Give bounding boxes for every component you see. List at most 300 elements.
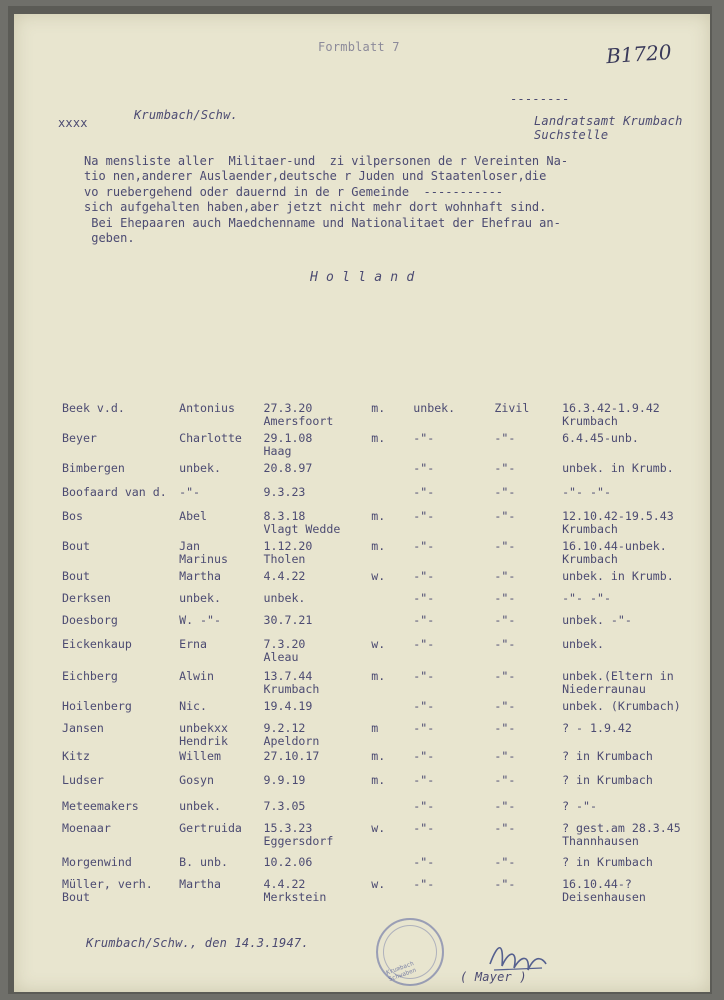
birth-text: Aleau: [263, 650, 299, 664]
nationality-cell: [413, 800, 494, 822]
surname-text: Bout: [62, 890, 90, 904]
surname-text: Bout: [62, 569, 90, 583]
birth-text: 4.4.22: [263, 877, 306, 891]
status-text: -"-: [494, 699, 516, 713]
given-name-cell: [179, 800, 263, 822]
nationality-text: -"-: [413, 637, 435, 651]
given-name-text: Martha: [179, 877, 221, 891]
sex-text: w.: [371, 569, 386, 583]
surname-text: Jansen: [62, 721, 104, 735]
surname-cell: [62, 592, 179, 614]
nationality-cell: [413, 570, 494, 592]
surname-text: Bout: [62, 539, 90, 553]
status-text: -"-: [494, 613, 516, 627]
remark-text: ? in Krumbach: [562, 855, 653, 869]
remark-text: ? in Krumbach: [562, 749, 653, 763]
birth-text: 27.3.20: [263, 401, 313, 415]
status-cell: [494, 402, 562, 432]
birth-text: Amersfoort: [263, 414, 334, 428]
nationality-text: -"-: [413, 591, 435, 605]
birth-cell: [264, 486, 372, 510]
remark-cell: [562, 462, 710, 486]
birth-text: Merkstein: [263, 890, 327, 904]
sex-cell: [371, 774, 413, 800]
nationality-cell: [413, 540, 494, 570]
nationality-cell: [413, 462, 494, 486]
sex-text: m.: [371, 509, 386, 523]
table-row: [62, 432, 710, 462]
given-name-text: Alwin: [179, 669, 214, 683]
status-cell: [494, 462, 562, 486]
birth-text: 9.9.19: [263, 773, 306, 787]
sex-text: m: [371, 721, 379, 735]
surname-text: Hoilenberg: [62, 699, 132, 713]
remark-cell: [562, 856, 710, 878]
status-text: -"-: [494, 431, 516, 445]
nationality-cell: [413, 722, 494, 750]
sex-text: w.: [371, 877, 386, 891]
given-name-cell: [179, 592, 263, 614]
birth-text: 8.3.18: [263, 509, 306, 523]
surname-text: Kitz: [62, 749, 90, 763]
sex-text: m.: [371, 749, 386, 763]
birth-cell: [264, 614, 372, 638]
birth-cell: [264, 750, 372, 774]
remark-text: unbek.(Eltern in: [562, 669, 674, 683]
birth-text: Eggersdorf: [263, 834, 334, 848]
nationality-text: -"-: [413, 721, 435, 735]
surname-text: Bos: [62, 509, 83, 523]
birth-cell: [264, 592, 372, 614]
nationality-text: -"-: [413, 699, 435, 713]
given-name-cell: [179, 614, 263, 638]
surname-text: Beek v.d.: [62, 401, 125, 415]
status-text: -"-: [494, 773, 516, 787]
remark-text: 16.10.44-?: [562, 877, 632, 891]
given-name-cell: [179, 402, 263, 432]
remark-text: Krumbach: [562, 414, 618, 428]
remark-text: -"- -"-: [562, 485, 611, 499]
names-table: [62, 402, 710, 908]
given-name-text: unbekxx: [179, 721, 228, 735]
status-cell: [494, 750, 562, 774]
form-label: Formblatt 7: [318, 40, 400, 54]
given-name-text: Antonius: [179, 401, 235, 415]
birth-cell: [264, 700, 372, 722]
nationality-cell: [413, 856, 494, 878]
remark-text: 6.4.45-unb.: [562, 431, 639, 445]
given-name-text: unbek.: [179, 799, 221, 813]
given-name-text: unbek.: [179, 461, 221, 475]
given-name-text: Marinus: [179, 552, 228, 566]
surname-cell: [62, 432, 179, 462]
table-row: [62, 700, 710, 722]
table-row: [62, 878, 710, 908]
birth-cell: [264, 462, 372, 486]
status-cell: [494, 540, 562, 570]
status-text: -"-: [494, 569, 516, 583]
sex-cell: [371, 402, 413, 432]
status-cell: [494, 878, 562, 908]
remark-text: ? -"-: [562, 799, 597, 813]
surname-text: Derksen: [62, 591, 111, 605]
remark-cell: [562, 510, 710, 540]
given-name-text: Gosyn: [179, 773, 214, 787]
archive-number: B1720: [605, 39, 673, 69]
nationality-cell: [413, 432, 494, 462]
status-text: -"-: [494, 821, 516, 835]
table-row: [62, 856, 710, 878]
birth-text: 29.1.08: [263, 431, 313, 445]
surname-cell: [62, 800, 179, 822]
nationality-cell: [413, 878, 494, 908]
birth-text: Haag: [263, 444, 292, 458]
sex-cell: [371, 540, 413, 570]
remark-text: ? in Krumbach: [562, 773, 653, 787]
remark-cell: [562, 822, 710, 856]
table-row: [62, 800, 710, 822]
surname-cell: [62, 700, 179, 722]
status-text: Zivil: [494, 401, 530, 415]
given-name-cell: [179, 856, 263, 878]
sex-cell: [371, 750, 413, 774]
place-header: Krumbach/Schw.: [134, 108, 238, 122]
given-name-text: Abel: [179, 509, 208, 523]
nationality-cell: [413, 614, 494, 638]
table-row: [62, 670, 710, 700]
remark-cell: [562, 878, 710, 908]
remark-cell: [562, 592, 710, 614]
office-line2: Suchstelle: [534, 128, 609, 142]
status-cell: [494, 486, 562, 510]
remark-cell: [562, 432, 710, 462]
surname-cell: [62, 402, 179, 432]
surname-cell: [62, 670, 179, 700]
surname-text: Meteemakers: [62, 799, 139, 813]
sex-text: m.: [371, 669, 386, 683]
birth-cell: [264, 878, 372, 908]
status-text: -"-: [494, 721, 516, 735]
nationality-text: -"-: [413, 799, 435, 813]
status-cell: [494, 570, 562, 592]
surname-cell: [62, 570, 179, 592]
remark-cell: [562, 540, 710, 570]
given-name-cell: [179, 462, 263, 486]
remark-text: 16.10.44-unbek.: [562, 539, 667, 553]
nationality-cell: [413, 510, 494, 540]
sex-cell: [371, 638, 413, 670]
given-name-cell: [179, 670, 263, 700]
footer-place-date: Krumbach/Schw., den 14.3.1947.: [86, 936, 309, 950]
given-name-cell: [179, 774, 263, 800]
nationality-text: -"-: [413, 855, 435, 869]
birth-cell: [264, 570, 372, 592]
remark-cell: [562, 750, 710, 774]
surname-cell: [62, 638, 179, 670]
sex-cell: [371, 670, 413, 700]
birth-text: 13.7.44: [263, 669, 313, 683]
sex-cell: [371, 486, 413, 510]
status-cell: [494, 432, 562, 462]
sex-cell: [371, 614, 413, 638]
surname-cell: [62, 462, 179, 486]
remark-cell: [562, 670, 710, 700]
remark-text: unbek. in Krumb.: [562, 461, 674, 475]
sex-cell: [371, 822, 413, 856]
document-page: [14, 14, 710, 992]
status-cell: [494, 774, 562, 800]
surname-cell: [62, 774, 179, 800]
sex-cell: [371, 432, 413, 462]
sex-cell: [371, 878, 413, 908]
surname-cell: [62, 878, 179, 908]
status-text: -"-: [494, 509, 516, 523]
surname-text: Eichberg: [62, 669, 118, 683]
surname-cell: [62, 540, 179, 570]
given-name-cell: [179, 822, 263, 856]
status-cell: [494, 670, 562, 700]
birth-text: 4.4.22: [263, 569, 306, 583]
nationality-text: -"-: [413, 749, 435, 763]
sex-cell: [371, 800, 413, 822]
nationality-text: -"-: [413, 613, 435, 627]
sex-cell: [371, 462, 413, 486]
surname-cell: [62, 614, 179, 638]
sex-cell: [371, 856, 413, 878]
country-heading: H o l l a n d: [310, 270, 415, 285]
status-cell: [494, 800, 562, 822]
nationality-text: -"-: [413, 569, 435, 583]
table-row: [62, 486, 710, 510]
sex-cell: [371, 592, 413, 614]
surname-cell: [62, 486, 179, 510]
table-row: [62, 774, 710, 800]
birth-cell: [264, 402, 372, 432]
status-text: -"-: [494, 799, 516, 813]
given-name-text: W. -"-: [179, 613, 221, 627]
table-row: [62, 462, 710, 486]
given-name-cell: [179, 878, 263, 908]
birth-text: Apeldorn: [263, 734, 320, 748]
nationality-cell: [413, 638, 494, 670]
signer-name: ( Mayer ): [460, 970, 527, 984]
office-line1: Landratsamt Krumbach: [534, 114, 683, 128]
given-name-cell: [179, 432, 263, 462]
surname-text: Bimbergen: [62, 461, 125, 475]
given-name-cell: [179, 638, 263, 670]
surname-text: Müller, verh.: [62, 877, 153, 891]
remark-text: Niederraunau: [562, 682, 646, 696]
sex-text: m.: [371, 539, 386, 553]
birth-text: 19.4.19: [263, 699, 313, 713]
nationality-cell: [413, 774, 494, 800]
given-name-text: Jan: [179, 539, 201, 553]
surname-text: Doesborg: [62, 613, 118, 627]
remark-cell: [562, 638, 710, 670]
given-name-text: Erna: [179, 637, 208, 651]
nationality-text: -"-: [413, 509, 435, 523]
sex-cell: [371, 510, 413, 540]
surname-cell: [62, 822, 179, 856]
given-name-text: Charlotte: [179, 431, 242, 445]
nationality-cell: [413, 670, 494, 700]
table-row: [62, 638, 710, 670]
sex-text: m.: [371, 431, 386, 445]
birth-text: Vlagt Wedde: [263, 522, 341, 536]
birth-text: 10.2.06: [263, 855, 313, 869]
birth-cell: [264, 856, 372, 878]
remark-cell: [562, 614, 710, 638]
official-stamp: [376, 918, 444, 986]
sex-cell: [371, 700, 413, 722]
remark-text: ? gest.am 28.3.45: [562, 821, 681, 835]
birth-cell: [264, 822, 372, 856]
status-text: -"-: [494, 485, 516, 499]
top-dash: --------: [510, 92, 570, 106]
birth-text: Tholen: [263, 552, 306, 566]
status-text: -"-: [494, 591, 516, 605]
birth-text: 20.8.97: [263, 461, 313, 475]
table-row: [62, 592, 710, 614]
sex-text: m.: [371, 773, 386, 787]
table-row: [62, 750, 710, 774]
nationality-text: -"-: [413, 431, 435, 445]
table-row: [62, 822, 710, 856]
nationality-text: -"-: [413, 773, 435, 787]
table-row: [62, 540, 710, 570]
nationality-text: -"-: [413, 877, 435, 891]
remark-cell: [562, 402, 710, 432]
remark-text: Krumbach: [562, 552, 618, 566]
remark-text: 16.3.42-1.9.42: [562, 401, 660, 415]
surname-text: Ludser: [62, 773, 104, 787]
remark-cell: [562, 722, 710, 750]
birth-text: 15.3.23: [263, 821, 313, 835]
status-cell: [494, 856, 562, 878]
surname-cell: [62, 510, 179, 540]
sex-text: w.: [371, 821, 386, 835]
nationality-text: -"-: [413, 821, 435, 835]
remark-text: ? - 1.9.42: [562, 721, 632, 735]
birth-cell: [264, 510, 372, 540]
remark-cell: [562, 774, 710, 800]
given-name-cell: [179, 750, 263, 774]
remark-cell: [562, 486, 710, 510]
nationality-cell: [413, 750, 494, 774]
remark-cell: [562, 570, 710, 592]
status-text: -"-: [494, 461, 516, 475]
surname-text: Morgenwind: [62, 855, 132, 869]
table-row: [62, 402, 710, 432]
given-name-text: -"-: [179, 485, 201, 499]
birth-text: 7.3.20: [263, 637, 306, 651]
status-cell: [494, 614, 562, 638]
nationality-text: -"-: [413, 669, 435, 683]
stamp-text: Krumbach Schwaben: [385, 960, 418, 984]
given-name-cell: [179, 722, 263, 750]
sex-cell: [371, 722, 413, 750]
birth-text: 7.3.05: [263, 799, 306, 813]
birth-text: unbek.: [263, 591, 306, 605]
sex-text: m.: [371, 401, 386, 415]
given-name-text: Nic.: [179, 699, 208, 713]
surname-cell: [62, 722, 179, 750]
birth-cell: [264, 670, 372, 700]
nationality-text: -"-: [413, 539, 435, 553]
nationality-cell: [413, 592, 494, 614]
surname-cell: [62, 856, 179, 878]
birth-cell: [264, 774, 372, 800]
birth-cell: [264, 638, 372, 670]
remark-cell: [562, 700, 710, 722]
intro-paragraph: Na mensliste aller Militaer-und zi vilpersonen de r Vereinten Na- tio nen,anderer Auslaender,deutsche r Juden und Staatenloser,die vo ruebergehend oder dauernd in de r Gemeinde ----------- sich aufgehalten haben,aber jetzt nicht mehr dort wohnhaft sind. Bei Ehepaaren auch Maedchenname und Nationalitaet der Ehefrau an- geben.: [84, 154, 569, 246]
birth-text: 9.3.23: [263, 485, 306, 499]
birth-text: 1.12.20: [263, 539, 313, 553]
given-name-text: Willem: [179, 749, 221, 763]
nationality-text: -"-: [413, 485, 435, 499]
given-name-cell: [179, 700, 263, 722]
status-cell: [494, 722, 562, 750]
given-name-cell: [179, 540, 263, 570]
status-cell: [494, 638, 562, 670]
surname-text: Moenaar: [62, 821, 111, 835]
remark-text: unbek. -"-: [562, 613, 632, 627]
status-cell: [494, 510, 562, 540]
status-text: -"-: [494, 669, 516, 683]
birth-text: Krumbach: [263, 682, 320, 696]
surname-text: Eickenkaup: [62, 637, 132, 651]
birth-cell: [264, 540, 372, 570]
remark-text: unbek. (Krumbach): [562, 699, 681, 713]
table-row: [62, 570, 710, 592]
status-cell: [494, 592, 562, 614]
remark-text: Krumbach: [562, 522, 618, 536]
table-row: [62, 722, 710, 750]
given-name-text: Hendrik: [179, 734, 228, 748]
given-name-text: Gertruida: [179, 821, 242, 835]
birth-cell: [264, 800, 372, 822]
birth-cell: [264, 432, 372, 462]
table-row: [62, 510, 710, 540]
nationality-cell: [413, 402, 494, 432]
remark-text: 12.10.42-19.5.43: [562, 509, 674, 523]
nationality-text: unbek.: [413, 401, 456, 415]
status-text: -"-: [494, 539, 516, 553]
status-text: -"-: [494, 637, 516, 651]
xxxx-mark: xxxx: [58, 116, 88, 130]
status-text: -"-: [494, 749, 516, 763]
nationality-cell: [413, 486, 494, 510]
status-cell: [494, 700, 562, 722]
remark-text: unbek.: [562, 637, 604, 651]
birth-text: 9.2.12: [263, 721, 306, 735]
given-name-cell: [179, 510, 263, 540]
status-text: -"-: [494, 877, 516, 891]
remark-text: unbek. in Krumb.: [562, 569, 674, 583]
surname-cell: [62, 750, 179, 774]
sex-text: w.: [371, 637, 386, 651]
remark-text: -"- -"-: [562, 591, 611, 605]
nationality-text: -"-: [413, 461, 435, 475]
given-name-text: unbek.: [179, 591, 221, 605]
surname-text: Boofaard van d.: [62, 485, 167, 499]
nationality-cell: [413, 822, 494, 856]
given-name-text: B. unb.: [179, 855, 228, 869]
remark-text: Thannhausen: [562, 834, 639, 848]
birth-text: 30.7.21: [263, 613, 313, 627]
remark-cell: [562, 800, 710, 822]
given-name-cell: [179, 486, 263, 510]
